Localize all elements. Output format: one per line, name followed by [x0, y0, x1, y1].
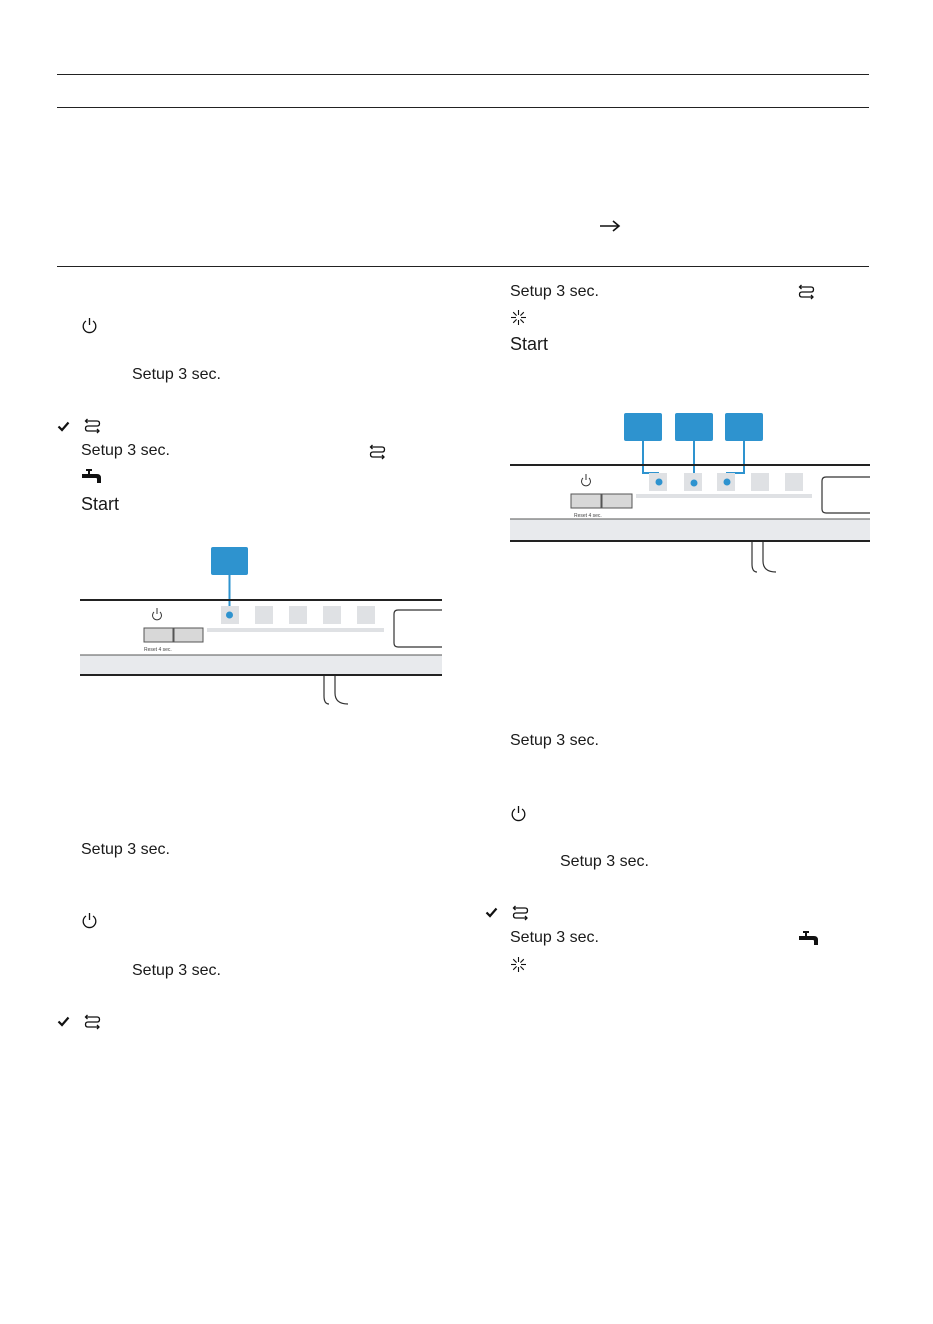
start-label: Start [510, 334, 549, 354]
rinse-aid-icon [84, 1014, 101, 1030]
water-tap-icon [81, 468, 103, 484]
setup-label: Setup 3 sec. [81, 841, 170, 858]
panel-button [144, 628, 173, 642]
program-key [255, 606, 273, 624]
program-key [357, 606, 375, 624]
arrow-right-icon [599, 219, 621, 233]
indicator-bar [207, 628, 384, 632]
power-icon [81, 912, 98, 929]
setup-label: Setup 3 sec. [81, 442, 170, 459]
control-panel-illustration [80, 545, 442, 707]
display [394, 610, 442, 647]
program-key [289, 606, 307, 624]
setup-label: Setup 3 sec. [510, 732, 599, 749]
setup-label: Setup 3 sec. [132, 366, 221, 383]
program-key [323, 606, 341, 624]
callout-badge [211, 547, 248, 575]
callout-badge [675, 413, 713, 441]
display [822, 477, 870, 513]
power-icon [582, 474, 591, 486]
panel-button [571, 494, 601, 508]
panel-button [602, 494, 632, 508]
reset-label: Reset 4 sec. [144, 647, 172, 653]
table-header-rule [57, 107, 869, 108]
power-icon [153, 608, 162, 620]
rinse-aid-icon [369, 444, 386, 460]
setup-label: Setup 3 sec. [132, 962, 221, 979]
rinse-aid-icon [798, 284, 815, 300]
water-tap-icon [798, 930, 820, 946]
checkmark-icon [485, 907, 498, 918]
power-icon [510, 805, 527, 822]
checkmark-icon [57, 1016, 70, 1027]
table-bottom-rule [57, 266, 869, 267]
indicator-bar [636, 494, 812, 498]
rinse-aid-icon [512, 905, 529, 921]
rinse-aid-icon [84, 418, 101, 434]
start-label: Start [81, 494, 120, 514]
setup-label: Setup 3 sec. [510, 283, 599, 300]
setup-label: Setup 3 sec. [510, 929, 599, 946]
panel-button [174, 628, 203, 642]
sun-icon [510, 956, 527, 973]
panel-strip [80, 655, 442, 674]
reset-label: Reset 4 sec. [574, 513, 602, 519]
callout-badge [725, 413, 763, 441]
callout-badge [624, 413, 662, 441]
setup-label: Setup 3 sec. [560, 853, 649, 870]
program-key [751, 473, 769, 491]
control-panel-illustration [510, 411, 870, 575]
sun-icon [510, 309, 527, 326]
panel-strip [510, 519, 870, 540]
table-top-rule [57, 74, 869, 75]
checkmark-icon [57, 421, 70, 432]
power-icon [81, 317, 98, 334]
program-key [785, 473, 803, 491]
